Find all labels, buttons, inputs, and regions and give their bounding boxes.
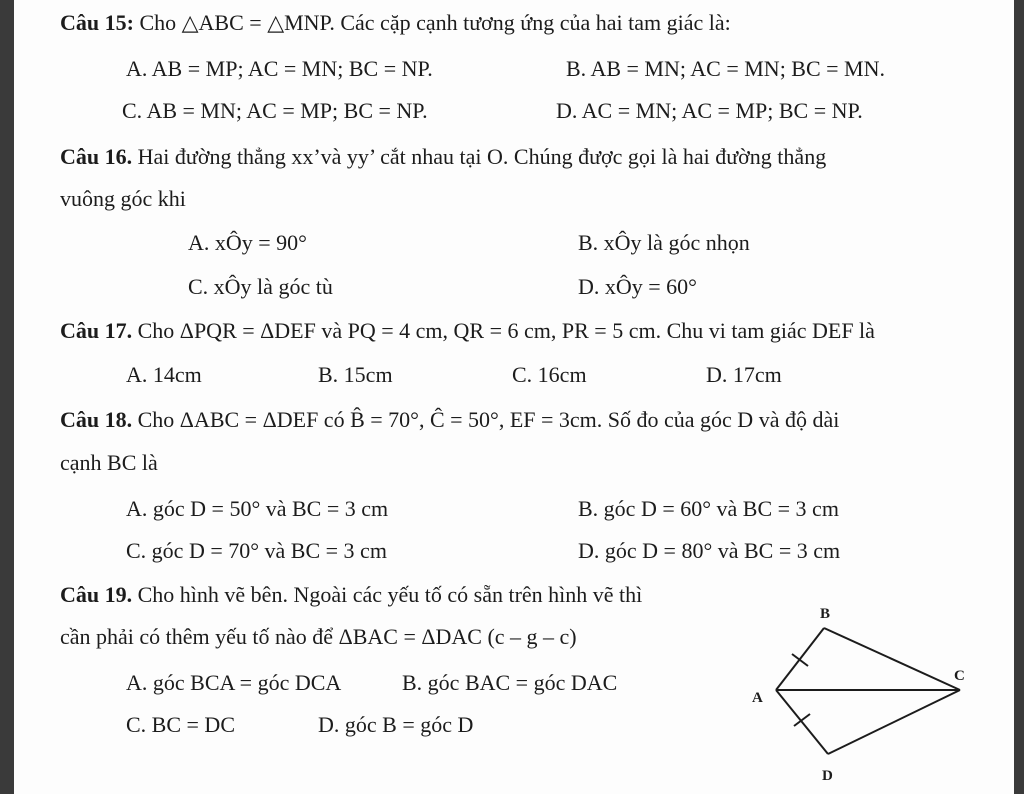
- question-15-stem: [60, 10, 731, 36]
- q15-option-b[interactable]: B. AB = MN; AC = MN; BC = MN.: [566, 56, 886, 81]
- question-16-text: Hai đường thẳng xx’và yy’ cắt nhau tại O. Chúng được gọi là hai đường thẳng: [132, 144, 827, 169]
- q17-option-d[interactable]: D. 17cm: [706, 362, 782, 387]
- segment-bc: [824, 628, 960, 690]
- question-16-label: Câu 16.: [60, 144, 133, 169]
- segment-ad: [776, 690, 828, 754]
- segment-dc: [828, 690, 960, 754]
- question-19-stem-cont: cần phải có thêm yếu tố nào để ΔBAC = ΔDAC (c – g – c): [60, 624, 577, 649]
- question-19-stem: [60, 582, 642, 608]
- question-15-label: Câu 15:: [60, 10, 134, 35]
- q15-option-c[interactable]: C. AB = MN; AC = MP; BC = NP.: [122, 98, 428, 123]
- q15-option-d[interactable]: D. AC = MN; AC = MP; BC = NP.: [556, 98, 863, 123]
- question-16-stem-cont: vuông góc khi: [60, 186, 186, 211]
- tick-mark-ab: [792, 654, 808, 666]
- q18-option-d[interactable]: D. góc D = 80° và BC = 3 cm: [578, 538, 841, 563]
- vertex-d-label: D: [822, 768, 833, 784]
- question-17-stem: [60, 318, 875, 344]
- question-18-text: Cho ΔABC = ΔDEF có B̂ = 70°, Ĉ = 50°, EF = 3cm. Số đo của góc D và độ dài: [132, 407, 840, 432]
- question-19-text: Cho hình vẽ bên. Ngoài các yếu tố có sẵn trên hình vẽ thì: [132, 582, 643, 607]
- right-border: [1014, 0, 1024, 794]
- q16-option-c[interactable]: C. xÔy là góc tù: [188, 274, 333, 299]
- q16-option-a[interactable]: A. xÔy = 90°: [188, 230, 307, 255]
- q15-option-a[interactable]: A. AB = MP; AC = MN; BC = NP.: [126, 56, 433, 81]
- q17-option-a[interactable]: A. 14cm: [126, 362, 202, 387]
- q16-option-b[interactable]: B. xÔy là góc nhọn: [578, 230, 750, 255]
- q19-option-c[interactable]: C. BC = DC: [126, 712, 235, 737]
- q16-option-d[interactable]: D. xÔy = 60°: [578, 274, 697, 299]
- q19-option-a[interactable]: A. góc BCA = góc DCA: [126, 670, 342, 695]
- left-border: [0, 0, 14, 794]
- vertex-c-label: C: [954, 668, 965, 684]
- question-19-label: Câu 19.: [60, 582, 133, 607]
- vertex-a-label: A: [752, 690, 763, 706]
- question-17-text: Cho ΔPQR = ΔDEF và PQ = 4 cm, QR = 6 cm, PR = 5 cm. Chu vi tam giác DEF là: [132, 318, 875, 343]
- question-18-stem: [60, 407, 839, 433]
- vertex-b-label: B: [820, 606, 831, 622]
- q19-option-d[interactable]: D. góc B = góc D: [318, 712, 474, 737]
- q18-option-b[interactable]: B. góc D = 60° và BC = 3 cm: [578, 496, 839, 521]
- question-17-label: Câu 17.: [60, 318, 133, 343]
- q19-option-b[interactable]: B. góc BAC = góc DAC: [402, 670, 618, 695]
- question-18-stem-cont: cạnh BC là: [60, 450, 158, 475]
- question-18-label: Câu 18.: [60, 407, 133, 432]
- kite-figure: [748, 598, 988, 788]
- q17-option-c[interactable]: C. 16cm: [512, 362, 587, 387]
- question-16-stem: [60, 144, 826, 170]
- q18-option-a[interactable]: A. góc D = 50° và BC = 3 cm: [126, 496, 389, 521]
- q18-option-c[interactable]: C. góc D = 70° và BC = 3 cm: [126, 538, 387, 563]
- question-15-text: Cho △ABC = △MNP. Các cặp cạnh tương ứng của hai tam giác là:: [133, 10, 731, 35]
- q17-option-b[interactable]: B. 15cm: [318, 362, 393, 387]
